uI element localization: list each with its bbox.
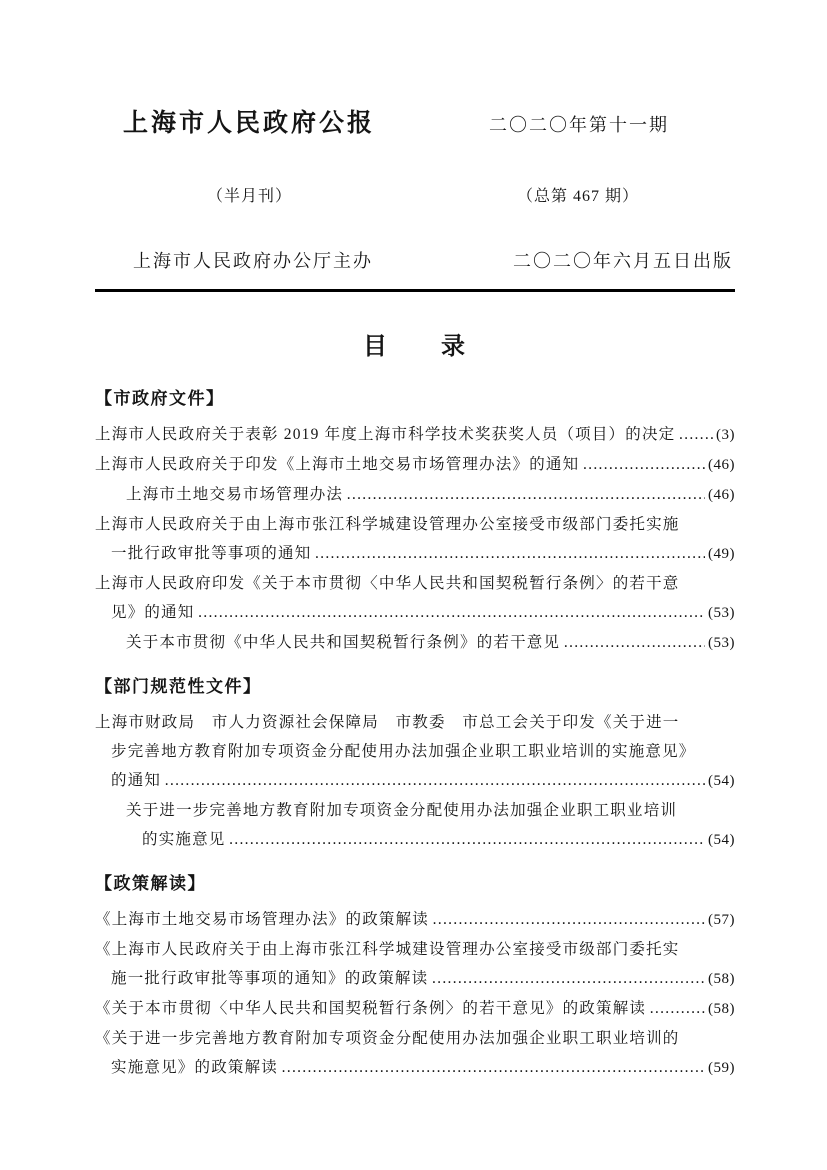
entry-title: 上海市人民政府关于表彰 2019 年度上海市科学技术奖获奖人员（项目）的决定 — [95, 426, 676, 443]
page-number: (58) — [708, 1001, 735, 1017]
toc-entry-line — [95, 569, 735, 598]
entry-title: 的通知 — [111, 772, 162, 789]
entry-title: 《上海市人民政府关于由上海市张江科学城建设管理办公室接受市级部门委托实 — [95, 941, 680, 958]
entry-title: 步完善地方教育附加专项资金分配使用办法加强企业职工职业培训的实施意见》 — [111, 743, 696, 760]
dot-leader — [281, 1053, 705, 1082]
dot-leader — [229, 825, 705, 854]
entry-title: 《关于进一步完善地方教育附加专项资金分配使用办法加强企业职工职业培训的 — [95, 1030, 680, 1047]
toc-entry-line — [95, 450, 735, 480]
page-number: (57) — [708, 912, 735, 928]
entry-title: 《上海市土地交易市场管理办法》的政策解读 — [95, 911, 430, 928]
publish-date: 二〇二〇年六月五日出版 — [513, 251, 733, 271]
page-number: (46) — [708, 487, 735, 503]
total-issue-number: （总第 467 期） — [516, 188, 639, 205]
entry-title: 关于本市贯彻《中华人民共和国契税暂行条例》的若干意见 — [126, 634, 561, 651]
entry-title: 上海市人民政府印发《关于本市贯彻〈中华人民共和国契税暂行条例〉的若干意 — [95, 575, 680, 592]
periodical-type: （半月刊） — [207, 188, 293, 205]
toc-title: 目 录 — [363, 334, 467, 360]
dot-leader — [563, 628, 705, 657]
toc-entry-line — [95, 708, 735, 737]
entry-title: 见》的通知 — [111, 604, 195, 621]
entry-title: 《关于本市贯彻〈中华人民共和国契税暂行条例〉的若干意见》的政策解读 — [95, 1000, 647, 1017]
toc-entry-line — [95, 420, 735, 450]
dot-leader — [346, 480, 705, 509]
entry-title: 上海市人民政府关于由上海市张江科学城建设管理办公室接受市级部门委托实施 — [95, 516, 680, 533]
dot-leader — [649, 994, 705, 1023]
organizer: 上海市人民政府办公厅主办 — [133, 251, 373, 271]
toc-entry-line — [95, 994, 735, 1024]
dot-leader — [431, 964, 705, 993]
dot-leader — [678, 420, 713, 449]
toc-section — [95, 384, 735, 658]
toc-section — [95, 672, 735, 855]
toc-entry-line — [95, 935, 735, 964]
page-number: (46) — [708, 457, 735, 473]
toc-entry-line — [95, 905, 735, 935]
masthead-row-1 — [95, 108, 735, 141]
toc-sections — [95, 384, 735, 1083]
dot-leader — [582, 450, 705, 479]
page-number: (54) — [708, 832, 735, 848]
dot-leader — [314, 539, 705, 568]
toc-entry-line — [95, 598, 735, 628]
header-rule — [95, 289, 735, 292]
page-number: (53) — [708, 635, 735, 651]
masthead-row-3 — [95, 249, 735, 273]
toc-section — [95, 869, 735, 1083]
toc-entry-line — [95, 796, 735, 825]
entry-title: 关于进一步完善地方教育附加专项资金分配使用办法加强企业职工职业培训 — [126, 802, 678, 819]
page-number: (49) — [708, 546, 735, 562]
entry-title: 的实施意见 — [142, 831, 226, 848]
entry-title: 实施意见》的政策解读 — [111, 1059, 279, 1076]
entry-title: 上海市土地交易市场管理办法 — [126, 486, 344, 503]
toc-entry-line — [95, 480, 735, 510]
entry-title: 施一批行政审批等事项的通知》的政策解读 — [111, 970, 429, 987]
section-header: 【部门规范性文件】 — [95, 677, 262, 696]
toc-entry-line — [95, 737, 735, 766]
dot-leader — [432, 905, 705, 934]
dot-leader — [198, 598, 705, 627]
masthead-row-2 — [95, 185, 735, 209]
page-number: (59) — [708, 1060, 735, 1076]
toc-entry-line — [95, 1053, 735, 1083]
entry-title: 上海市人民政府关于印发《上海市土地交易市场管理办法》的通知 — [95, 456, 580, 473]
page-number: (53) — [708, 605, 735, 621]
entry-title: 上海市财政局 市人力资源社会保障局 市教委 市总工会关于印发《关于进一 — [95, 714, 680, 731]
toc-entry-line — [95, 964, 735, 994]
dot-leader — [164, 766, 705, 795]
issue-number: 二〇二〇年第十一期 — [489, 115, 669, 135]
page-number: (58) — [708, 971, 735, 987]
toc-entry-line — [95, 766, 735, 796]
toc-entry-line — [95, 825, 735, 855]
toc-entry-line — [95, 1024, 735, 1053]
page-number: (54) — [708, 773, 735, 789]
section-header: 【市政府文件】 — [95, 389, 225, 408]
masthead — [95, 108, 735, 273]
toc-entry-line — [95, 539, 735, 569]
gazette-title: 上海市人民政府公报 — [123, 110, 376, 137]
entry-title: 一批行政审批等事项的通知 — [111, 545, 312, 562]
page-number: (3) — [716, 427, 735, 443]
toc-entry-line — [95, 510, 735, 539]
toc-entry-line — [95, 628, 735, 658]
section-header: 【政策解读】 — [95, 874, 206, 893]
